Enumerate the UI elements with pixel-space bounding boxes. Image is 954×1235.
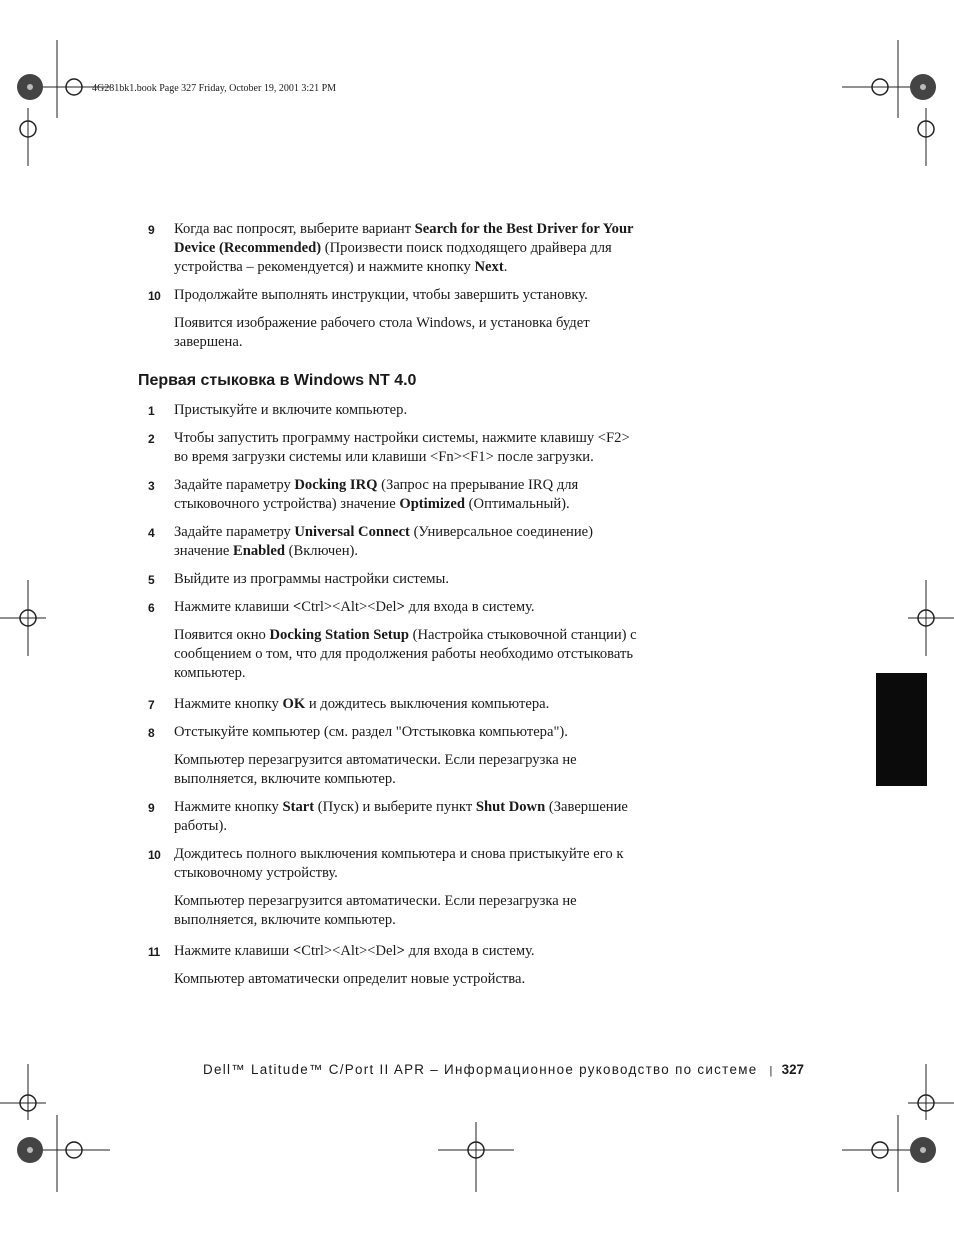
page-number: 327 bbox=[781, 1062, 804, 1077]
step-text: Нажмите кнопку OK и дождитесь выключения компьютера. bbox=[174, 696, 550, 712]
section-heading: Первая стыковка в Windows NT 4.0 bbox=[138, 372, 417, 389]
step-text: Чтобы запустить программу настройки системы, нажмите клавишу <F2> во время загрузки системы или клавиши <Fn><F1> после загрузки. bbox=[174, 430, 630, 465]
step-number: 8 bbox=[148, 726, 155, 740]
step-number: 10 bbox=[148, 289, 161, 303]
step-text: Пристыкуйте и включите компьютер. bbox=[174, 402, 408, 418]
result-paragraph-b: Появится окно Docking Station Setup (Настройка стыковочной станции) с сообщением о том, что для продолжения работы необходимо отстыковать компьютер. bbox=[174, 627, 637, 681]
step-number: 1 bbox=[148, 404, 155, 418]
step-number: 4 bbox=[148, 526, 155, 540]
step-number: 5 bbox=[148, 573, 155, 587]
step-text: Выйдите из программы настройки системы. bbox=[174, 571, 449, 587]
step-text: Нажмите клавиши <Ctrl><Alt><Del> для входа в систему. bbox=[174, 943, 535, 959]
step-text: Дождитесь полного выключения компьютера и снова пристыкуйте его к стыковочному устройству. bbox=[174, 846, 624, 881]
step-text: Когда вас попросят, выберите вариант Search for the Best Driver for Your Device (Recommended) (Произвести поиск подходящего драйвера для устройства – рекомендуется) и нажмите кнопку Next. bbox=[174, 221, 634, 275]
result-paragraph-d: Компьютер перезагрузится автоматически. Если перезагрузка не выполняется, включите компьютер. bbox=[174, 893, 577, 928]
result-paragraph-c: Компьютер перезагрузится автоматически. Если перезагрузка не выполняется, включите компьютер. bbox=[174, 752, 577, 787]
step-text: Продолжайте выполнять инструкции, чтобы завершить установку. bbox=[174, 287, 588, 303]
result-paragraph-a: Появится изображение рабочего стола Windows, и установка будет завершена. bbox=[174, 315, 590, 350]
step-text: Отстыкуйте компьютер (см. раздел "Отстыковка компьютера"). bbox=[174, 724, 568, 740]
step-number: 2 bbox=[148, 432, 155, 446]
footer-separator: | bbox=[769, 1065, 774, 1077]
step-number: 10 bbox=[148, 848, 161, 862]
step-number: 9 bbox=[148, 223, 155, 237]
step-number: 7 bbox=[148, 698, 155, 712]
result-paragraph-e: Компьютер автоматически определит новые устройства. bbox=[174, 971, 526, 987]
step-text: Нажмите кнопку Start (Пуск) и выберите пункт Shut Down (Завершение работы). bbox=[174, 799, 628, 834]
step-number: 6 bbox=[148, 601, 155, 615]
step-number: 9 bbox=[148, 801, 155, 815]
step-text: Нажмите клавиши <Ctrl><Alt><Del> для входа в систему. bbox=[174, 599, 535, 615]
print-slug: 4G281bk1.book Page 327 Friday, October 19, 2001 3:21 PM bbox=[92, 83, 337, 94]
step-text: Задайте параметру Docking IRQ (Запрос на прерывание IRQ для стыковочного устройства) значение Optimized (Оптимальный). bbox=[174, 477, 579, 512]
step-number: 3 bbox=[148, 479, 155, 493]
step-text: Задайте параметру Universal Connect (Универсальное соединение) значение Enabled (Включен). bbox=[174, 524, 594, 559]
step-number: 11 bbox=[148, 945, 160, 959]
footer-title: Dell™ Latitude™ C/Port II APR – Информационное руководство по системе bbox=[203, 1062, 758, 1077]
